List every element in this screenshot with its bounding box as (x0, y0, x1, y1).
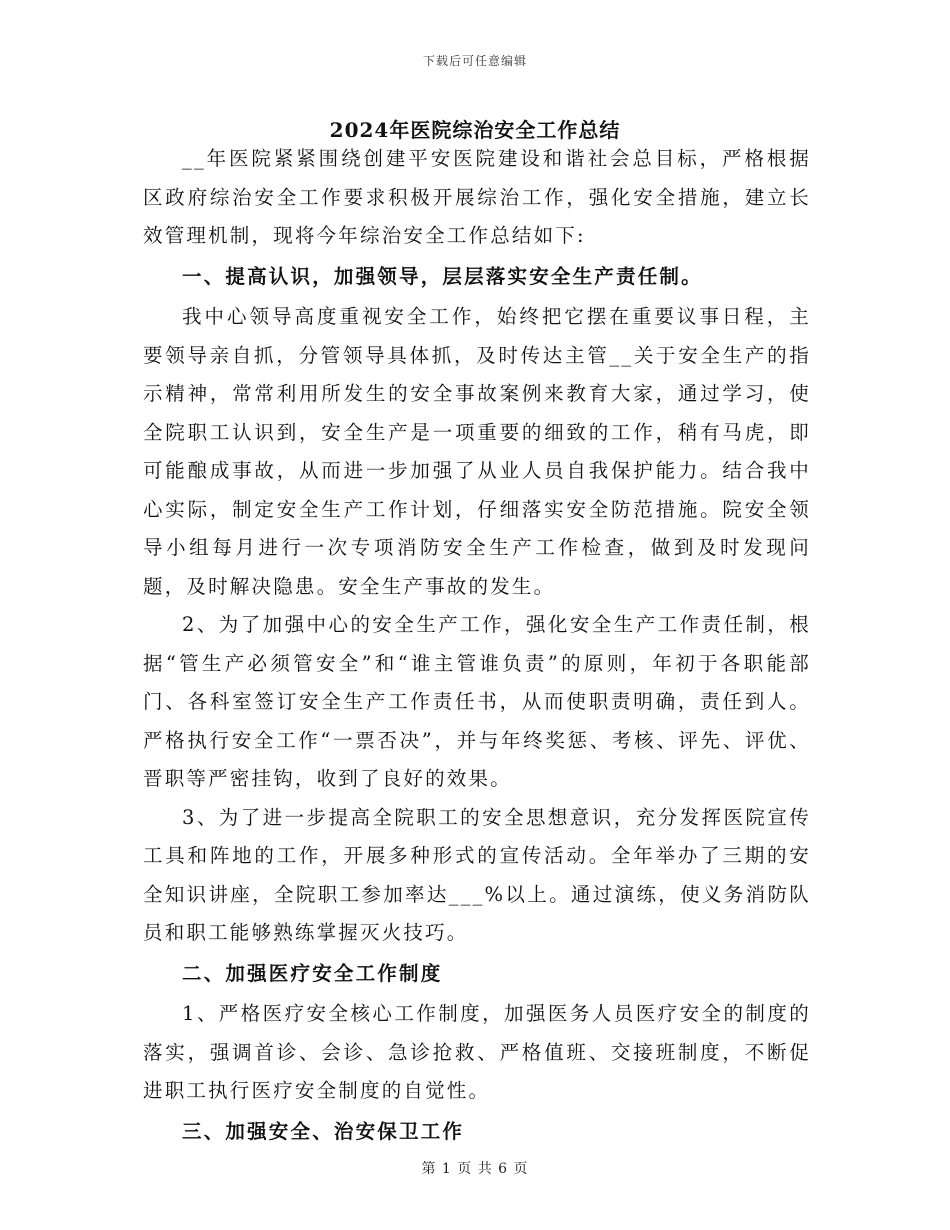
section1-paragraph-2: 2、为了加强中心的安全生产工作，强化安全生产工作责任制，根据“管生产必须管安全”和“谁主管谁负责”的原则，年初于各职能部门、各科室签订安全生产工作责任书，从而使职责明确，责任到人。严格执行安全工作“一票否决”，并与年终奖惩、考核、评先、评优、晋职等严密挂钩，收到了良好的效果。 (143, 613, 811, 790)
section2-paragraph-1: 1、严格医疗安全核心工作制度，加强医务人员医疗安全的制度的落实，强调首诊、会诊、急诊抢救、严格值班、交接班制度，不断促进职工执行医疗安全制度的自觉性。 (143, 1002, 811, 1102)
section-heading-3: 三、加强安全、治安保卫工作 (182, 1119, 465, 1143)
page-number: 第 1 页 共 6 页 (421, 1161, 529, 1177)
section1-paragraph-1: 我中心领导高度重视安全工作，始终把它摆在重要议事日程，主要领导亲自抓，分管领导具体抓，及时传达主管__关于安全生产的指示精神，常常利用所发生的安全事故案例来教育大家，通过学习，使全院职工认识到，安全生产是一项重要的细致的工作，稍有马虎，即可能酿成事故，从而进一步加强了从业人员自我保护能力。结合我中心实际，制定安全生产工作计划，仔细落实安全防范措施。院安全领导小组每月进行一次专项消防安全生产工作检查，做到及时发现问题，及时解决隐患。安全生产事故的发生。 (143, 305, 811, 598)
section-heading-2: 二、加强医疗安全工作制度 (182, 961, 443, 985)
header-note: 下载后可任意编辑 (422, 54, 527, 68)
section1-paragraph-3: 3、为了进一步提高全院职工的安全思想意识，充分发挥医院宣传工具和阵地的工作，开展多种形式的宣传活动。全年举办了三期的安全知识讲座，全院职工参加率达___%以上。通过演练，使义务消防队员和职工能够熟练掌握灭火技巧。 (143, 805, 811, 944)
intro-paragraph: __年医院紧紧围绕创建平安医院建设和谐社会总目标，严格根据区政府综治安全工作要求积极开展综治工作，强化安全措施，建立长效管理机制，现将今年综治安全工作总结如下: (143, 147, 811, 247)
section-heading-1: 一、提高认识，加强领导，层层落实安全生产责任制。 (182, 264, 703, 288)
document-body (143, 140, 811, 1153)
document-title: 2024年医院综治安全工作总结 (329, 118, 621, 142)
